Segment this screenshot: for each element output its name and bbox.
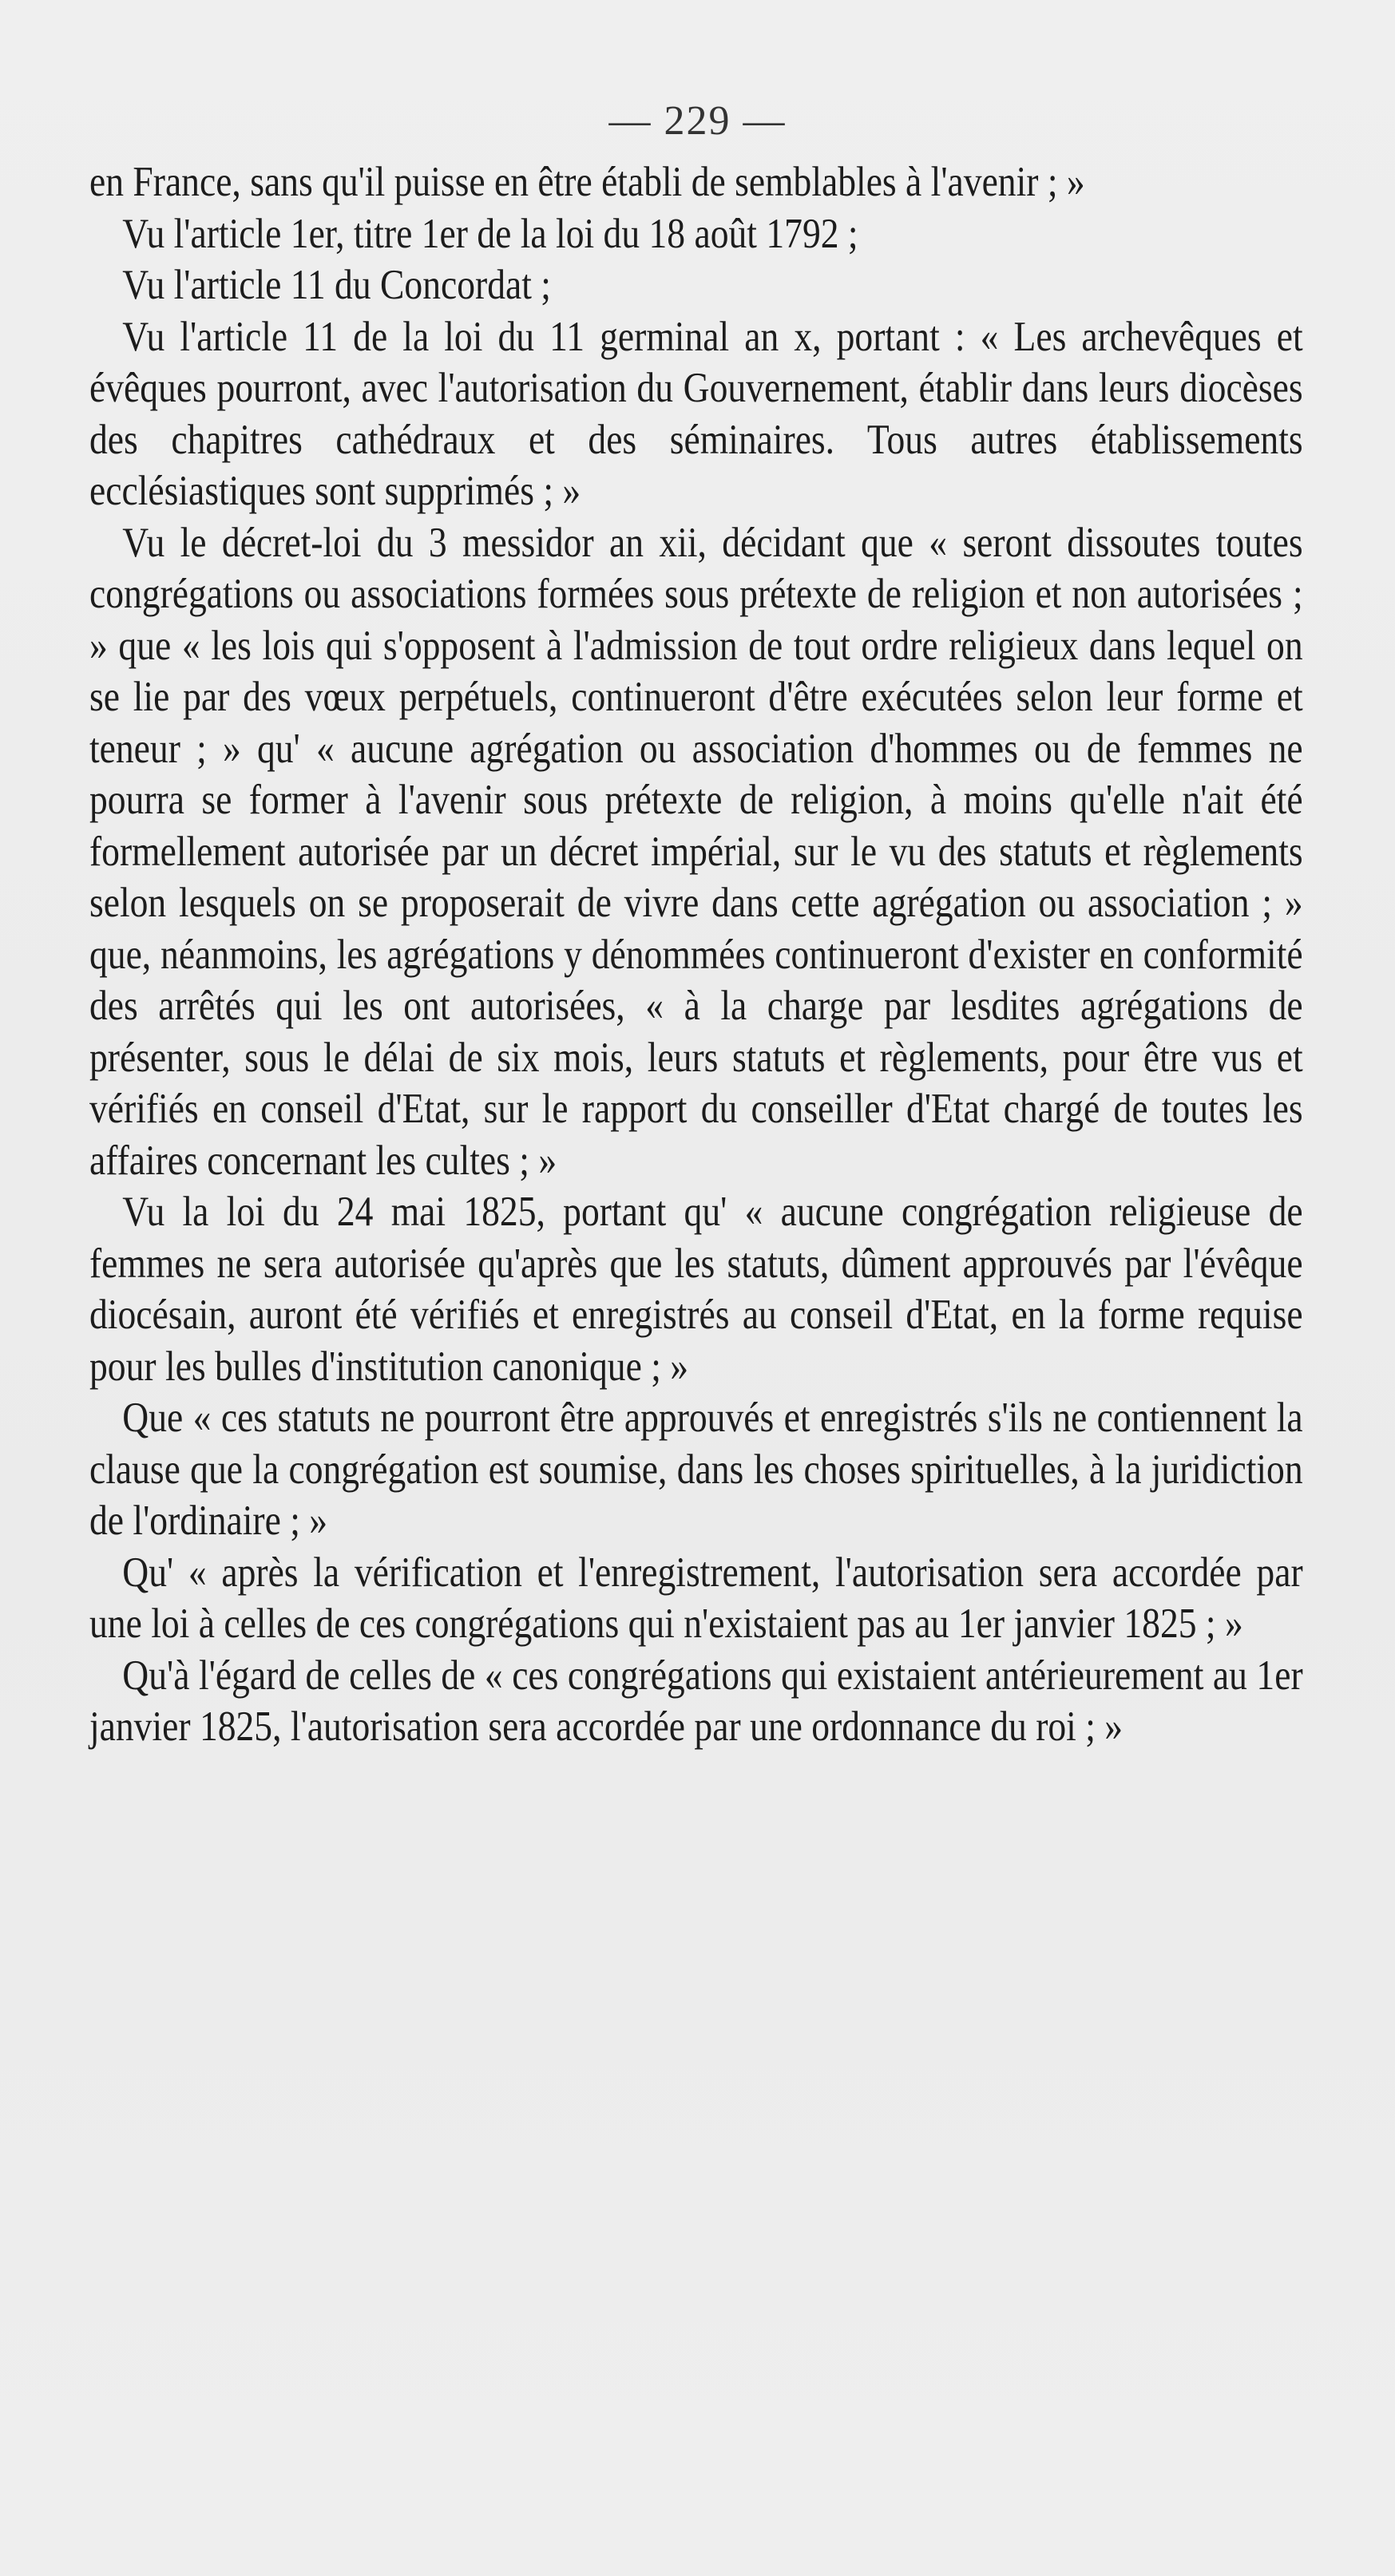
paragraph-7: Que « ces statuts ne pourront être approuvés et enregistrés s'ils ne contiennent la clause que la congrégation est soumise, dans les choses spirituelles, à la juridiction de l'ordinaire ; »	[89, 1395, 1303, 1544]
paragraph-1: en France, sans qu'il puisse en être établi de semblables à l'avenir ; »	[89, 159, 1085, 205]
paragraph-4: Vu l'article 11 de la loi du 11 germinal an x, portant : « Les archevêques et évêques pourront, avec l'autorisation du Gouvernement, établir dans leurs diocèses des chapitres cathédraux et des séminaires. Tous autres établissements ecclésiastiques sont supprimés ; »	[89, 313, 1303, 514]
paragraph-6: Vu la loi du 24 mai 1825, portant qu' « aucune congrégation religieuse de femmes ne sera autorisée qu'après que les statuts, dûment approuvés par l'évêque diocésain, auront été vérifiés et enregistrés au conseil d'Etat, en la forme requise pour les bulles d'institution canonique ; »	[89, 1189, 1303, 1390]
paragraph-3: Vu l'article 11 du Concordat ;	[122, 262, 551, 308]
paragraph-9: Qu'à l'égard de celles de « ces congrégations qui existaient antérieurement au 1er janvier 1825, l'autorisation sera accordée par une ordonnance du roi ; »	[89, 1652, 1303, 1750]
paragraph-2: Vu l'article 1er, titre 1er de la loi du 18 août 1792 ;	[122, 210, 858, 257]
page-number: — 229 —	[608, 98, 787, 144]
body-text	[89, 156, 1303, 1753]
paragraph-5: Vu le décret-loi du 3 messidor an xii, décidant que « seront dissoutes toutes congrégations ou associations formées sous prétexte de religion et non autorisées ; » que « les lois qui s'opposent à l'admission de tout ordre religieux dans lequel on se lie par des vœux perpétuels, continueront d'être exécutées selon leur forme et teneur ; » qu' « aucune agrégation ou association d'hommes ou de femmes ne pourra se former à l'avenir sous prétexte de religion, à moins qu'elle n'ait été formellement autorisée par un décret impérial, sur le vu des statuts et règlements selon lesquels on se proposerait de vivre dans cette agrégation ou association ; » que, néanmoins, les agrégations y dénommées continueront d'exister en conformité des arrêtés qui les ont autorisées, « à la charge par lesdites agrégations de présenter, sous le délai de six mois, leurs statuts et règlements, pour être vus et vérifiés en conseil d'Etat, sur le rapport du conseiller d'Etat chargé de toutes les affaires concernant les cultes ; »	[89, 519, 1303, 1184]
paragraph-8: Qu' « après la vérification et l'enregistrement, l'autorisation sera accordée par une loi à celles de ces congrégations qui n'existaient pas au 1er janvier 1825 ; »	[89, 1549, 1303, 1647]
